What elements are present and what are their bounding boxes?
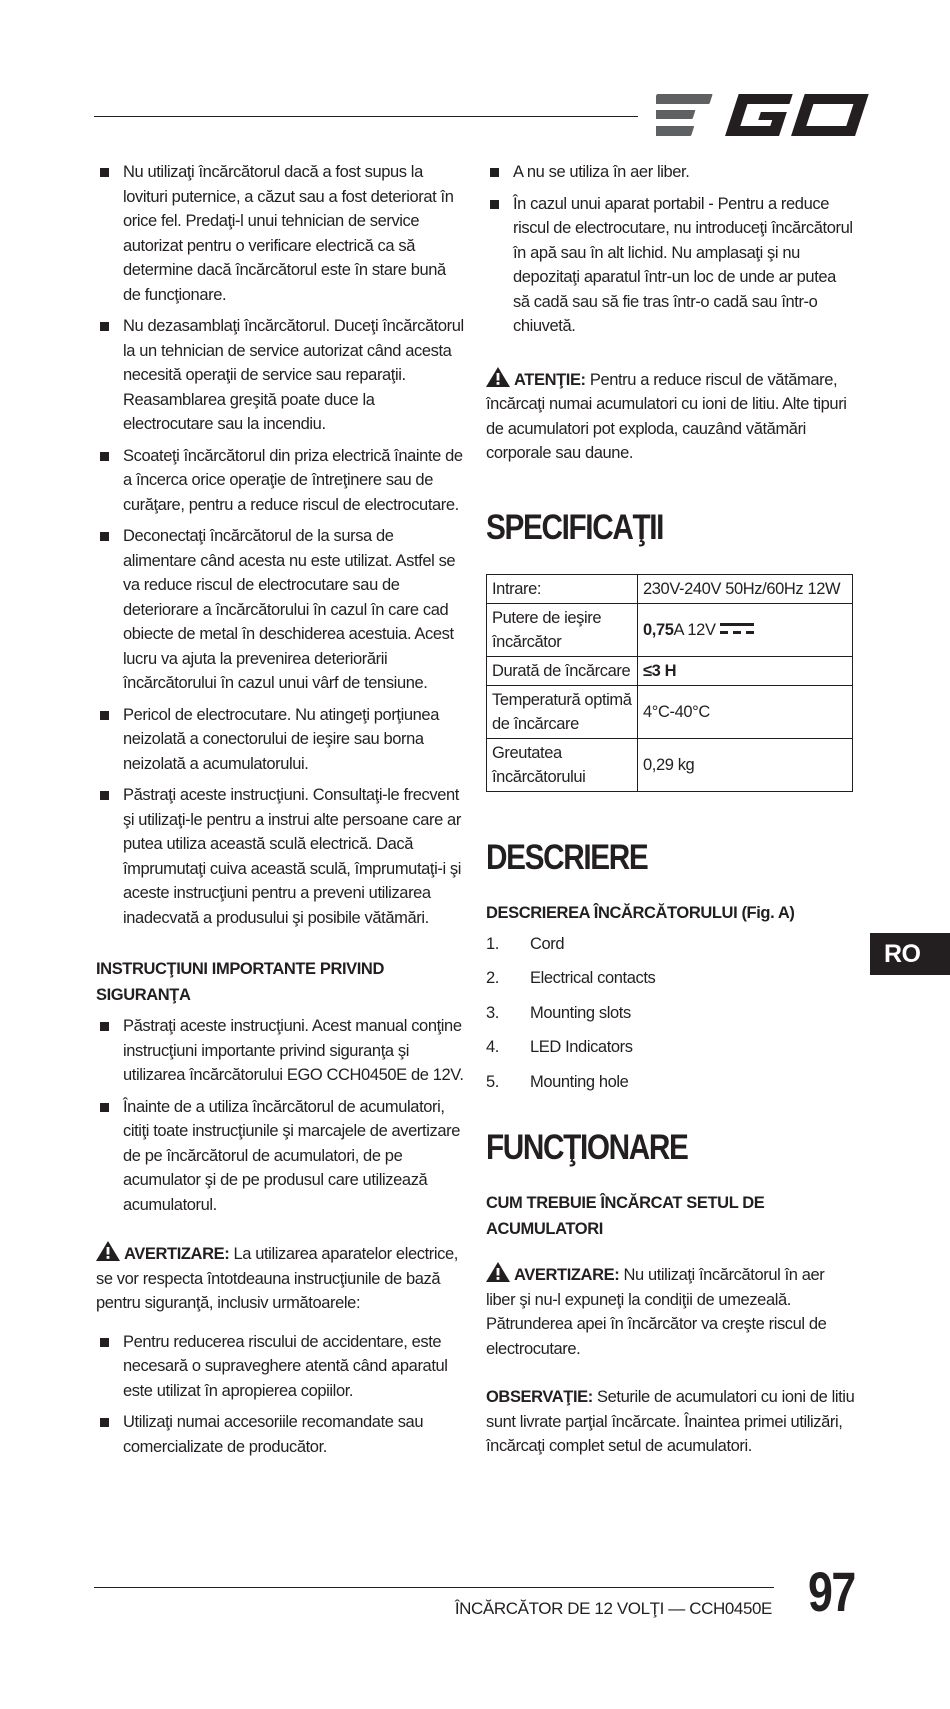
spec-label: Temperatură optimă de încărcare (487, 685, 638, 738)
footer-rule (94, 1587, 774, 1588)
part-label: Cord (530, 934, 565, 953)
spec-value: 0,29 kg (638, 738, 853, 791)
list-item: Scoateţi încărcătorul din priza electrică înainte de a încerca orice operaţie de întreţinere sau de curăţare, pentru a reduce riscul de electrocutare. (96, 444, 464, 518)
warning-lead: AVERTIZARE: (124, 1245, 230, 1263)
list-item: În cazul unui aparat portabil - Pentru a reduce riscul de electrocutare, nu introduceţi încărcătorul în apă sau în alt lichid. Nu amplasaţi şi nu depozitaţi aparatul într-un loc de unde ar putea să cadă sau să fie tras într-o cadă sau într-o chiuvetă. (486, 192, 856, 339)
caution-text: Pentru a reduce riscul de vătămare, încărcaţi numai acumulatori cu ioni de litiu. Alte tipuri de acumulatori pot exploda, cauzând vătămări corporale sau daune. (486, 370, 847, 462)
operation-warning-lead: AVERTIZARE: (514, 1266, 620, 1284)
page-number: 97 (808, 1560, 855, 1623)
spec-label: Durată de încărcare (487, 656, 638, 685)
spec-value-bold: 0,75 (643, 620, 674, 639)
list-item: Nu dezasamblaţi încărcătorul. Duceţi încărcătorul la un tehnician de service autorizat când acesta necesită operaţii de service sau reparaţii. Reasamblarea greşită poate duce la electrocutare sau la incendiu. (96, 314, 464, 437)
list-item: Păstraţi aceste instrucţiuni. Consultaţi-le frecvent şi utilizaţi-le pentru a instrui alte persoane care ar putea utiliza această sculă electrică. Dacă împrumutaţi cuiva această sculă, împrumutaţi-i şi aceste instrucţiuni pentru a preveni utilizarea inadecvată a produsului şi posibile vătămări. (96, 783, 464, 930)
warning-triangle-icon (486, 367, 510, 387)
list-item (486, 1001, 856, 1026)
part-number: 3. (486, 1003, 499, 1022)
part-label: LED Indicators (530, 1038, 633, 1056)
caution-paragraph (486, 367, 856, 466)
right-column (486, 160, 856, 1459)
note-lead: OBSERVAŢIE: (486, 1388, 593, 1406)
operation-title: FUNCŢIONARE (486, 1128, 688, 1167)
operation-warning (486, 1262, 856, 1361)
warning-triangle-icon (96, 1241, 120, 1261)
spec-label: Intrare: (487, 574, 638, 603)
list-item: Utilizaţi numai accesoriile recomandate sau comercializate de producător. (96, 1410, 464, 1459)
table-row (487, 603, 853, 656)
part-number: 5. (486, 1072, 499, 1091)
parts-list (486, 932, 856, 1095)
list-item (486, 1035, 856, 1060)
safety-heading: INSTRUCŢIUNI IMPORTANTE PRIVIND SIGURANŢA (96, 960, 384, 1004)
part-number: 1. (486, 934, 499, 953)
part-number: 4. (486, 1038, 499, 1056)
description-title: DESCRIERE (486, 837, 648, 877)
operation-subhead: CUM TREBUIE ÎNCĂRCAT SETUL DE ACUMULATORI (486, 1194, 765, 1238)
spec-value: 230V-240V 50Hz/60Hz 12W (638, 574, 853, 603)
table-row (487, 738, 853, 791)
spec-label: Putere de ieşire încărcător (487, 603, 638, 656)
header-rule (94, 116, 638, 117)
caution-lead: ATENŢIE: (514, 370, 586, 389)
spec-value-unit: A 12V (673, 620, 716, 639)
note-text: Seturile de acumulatori cu ioni de litiu sunt livrate parţial încărcate. Înaintea primei utilizări, încărcaţi complet setul de acumulatori. (486, 1388, 855, 1455)
left-column (96, 160, 464, 1466)
list-item (486, 966, 856, 991)
list-item: Înainte de a utiliza încărcătorul de acumulatori, citiţi toate instrucţiunile şi marcajele de avertizare de pe încărcătorul de acumulatori, de pe acumulator şi de pe produsul care utilizează acumulatorul. (96, 1095, 464, 1218)
table-row (487, 656, 853, 685)
part-label: Mounting hole (530, 1072, 629, 1091)
description-subhead: DESCRIEREA ÎNCĂRCĂTORULUI (Fig. A) (486, 903, 795, 922)
list-item: Păstraţi aceste instrucţiuni. Acest manual conţine instrucţiuni importante privind siguranţa şi utilizarea încărcătorului EGO CCH0450E de 12V. (96, 1014, 464, 1088)
spec-value (638, 603, 853, 656)
note-paragraph (486, 1385, 856, 1459)
operation-warning-text: Nu utilizaţi încărcătorul în aer liber şi nu-l expuneţi la condiţii de umezeală. Pătrunderea apei în încărcător va creşte riscul de electrocutare. (486, 1266, 827, 1358)
dc-current-icon (720, 622, 754, 636)
list-item: Nu utilizaţi încărcătorul dacă a fost supus la lovituri puternice, a căzut sau a fost deteriorat în orice fel. Predaţi-l unui tehnician de service autorizat pentru o verificare electrică ca să determine dacă încărcătorul este în stare bună de funcţionare. (96, 160, 464, 307)
warning-paragraph (96, 1241, 464, 1316)
left-bullets-safety (96, 1014, 464, 1217)
spec-value: ≤3 H (638, 656, 853, 685)
warning-triangle-icon (486, 1262, 510, 1282)
list-item: Pentru reducerea riscului de accidentare, este necesară o supraveghere atentă când aparatul este utilizat în apropierea copiilor. (96, 1330, 464, 1404)
table-row (487, 574, 853, 603)
left-bullets-bottom (96, 1330, 464, 1460)
language-tab: RO (870, 933, 950, 975)
left-bullets-top (96, 160, 464, 930)
ego-logo-icon (656, 90, 870, 140)
list-item: Pericol de electrocutare. Nu atingeţi porţiunea neizolată a conectorului de ieşire sau borna neizolată a acumulatorului. (96, 703, 464, 777)
right-bullets-top (486, 160, 856, 339)
list-item: A nu se utiliza în aer liber. (486, 160, 856, 185)
warning-text: La utilizarea aparatelor electrice, se vor respecta întotdeauna instrucţiunile de bază pentru siguranţă, inclusiv următoarele: (96, 1245, 458, 1312)
part-label: Electrical contacts (530, 969, 656, 987)
specs-table (486, 574, 853, 792)
part-label: Mounting slots (530, 1003, 631, 1022)
list-item (486, 932, 856, 957)
specs-title: SPECIFICAŢII (486, 507, 664, 547)
table-row (487, 685, 853, 738)
list-item (486, 1070, 856, 1095)
spec-label: Greutatea încărcătorului (487, 738, 638, 791)
footer-title: ÎNCĂRCĂTOR DE 12 VOLŢI — CCH0450E (454, 1599, 772, 1618)
part-number: 2. (486, 969, 499, 987)
spec-value: 4°C-40°C (638, 685, 853, 738)
list-item: Deconectaţi încărcătorul de la sursa de alimentare când acesta nu este utilizat. Astfel se va reduce riscul de electrocutare sau de deteriorare a încărcătorului în cazul în care cad obiecte de metal în deschiderea acestuia. Acest lucru va ajuta la prevenirea deteriorării încărcătorului în cazul unui vârf de tensiune. (96, 524, 464, 696)
